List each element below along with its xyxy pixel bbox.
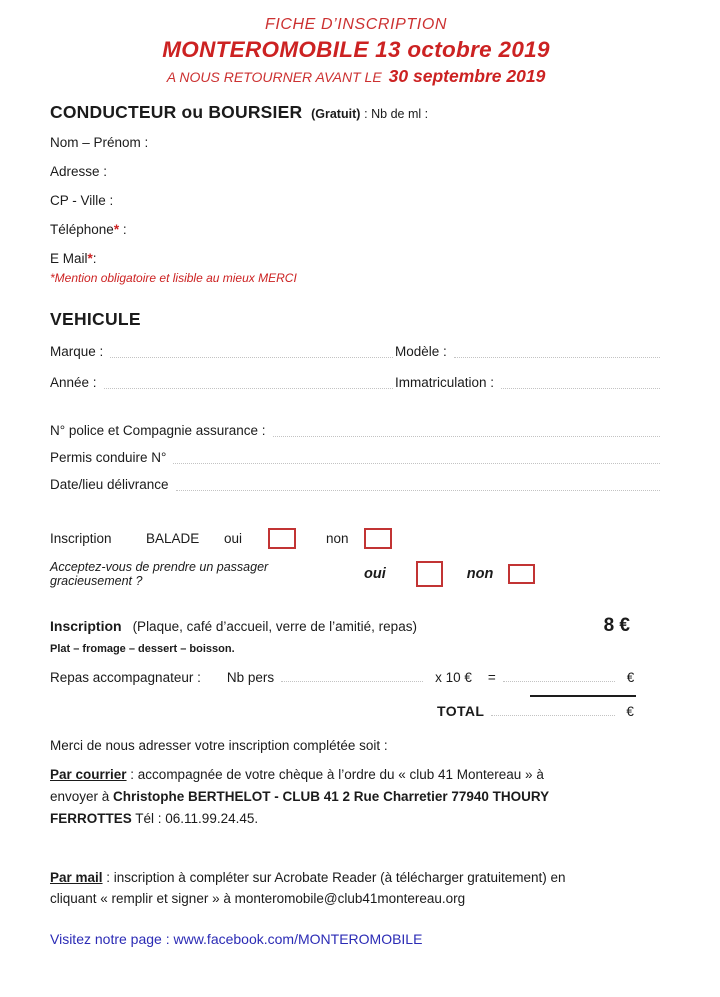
total-separator-line (530, 695, 636, 697)
conductor-heading-text: CONDUCTEUR ou BOURSIER (50, 102, 303, 122)
email-field-row (50, 249, 662, 268)
insurance-input-line[interactable] (273, 421, 660, 437)
year-label: Année : (50, 375, 97, 390)
city-field-row (50, 191, 662, 210)
phone-field-row (50, 220, 662, 239)
model-input-line[interactable] (454, 342, 660, 358)
mandatory-note: *Mention obligatoire et lisible au mieux MERCI (50, 271, 297, 285)
companion-euro-sign: € (626, 670, 635, 685)
phone-required-star: * (113, 222, 120, 237)
deadline-prefix: A NOUS RETOURNER AVANT LE (166, 69, 382, 85)
companion-meal-row (50, 670, 662, 685)
brand-model-row (50, 342, 662, 361)
email-required-star: * (87, 251, 93, 266)
companion-equals-sign: = (487, 670, 496, 685)
balade-event-label: BALADE (146, 530, 200, 546)
inscription-price-details: (Plaque, café d’accueil, verre de l’amitié, repas) (132, 619, 417, 634)
city-input-area[interactable] (113, 191, 662, 210)
balade-no-label: non (326, 530, 349, 546)
email-label-text: E Mail (50, 251, 88, 266)
phone-label-text: Téléphone (50, 222, 114, 237)
send-instructions-intro: Merci de nous adresser votre inscription complétée soit : (50, 738, 388, 753)
email-input-area[interactable] (97, 249, 662, 268)
conductor-section-heading (50, 102, 662, 123)
address-field-row (50, 162, 662, 181)
inscription-price-row (50, 615, 662, 637)
license-input-line[interactable] (173, 448, 660, 464)
phone-input-area[interactable] (127, 220, 662, 239)
inscription-price-value: 8 € (603, 615, 630, 636)
passenger-no-label: non (466, 565, 494, 582)
brand-input-line[interactable] (110, 342, 393, 358)
year-field (50, 373, 395, 392)
companion-amount-input-line[interactable] (503, 681, 615, 682)
form-title: FICHE D’INSCRIPTION (264, 16, 448, 33)
license-date-field (50, 475, 662, 494)
meal-details: Plat – fromage – dessert – boisson. (50, 643, 235, 655)
companion-nb-label: Nb pers (226, 670, 275, 685)
post-instructions (50, 764, 595, 830)
plate-field (395, 373, 662, 392)
city-label: CP - Ville : (50, 193, 114, 208)
name-input-area[interactable] (148, 133, 662, 152)
post-label: Par courrier (50, 767, 127, 782)
insurance-field (50, 421, 662, 440)
brand-field (50, 342, 395, 361)
total-label: TOTAL (437, 703, 485, 719)
post-phone: Tél : 06.11.99.24.45. (131, 810, 259, 826)
year-plate-row (50, 373, 662, 392)
email-instructions-label: Par mail (50, 869, 103, 885)
balade-inscription-label: Inscription (50, 530, 112, 546)
email-label-colon: : (92, 251, 97, 266)
license-date-label: Date/lieu délivrance (50, 477, 169, 492)
name-label: Nom – Prénom : (50, 135, 149, 150)
balade-yes-checkbox[interactable] (268, 528, 296, 549)
event-title: MONTEROMOBILE 13 octobre 2019 (162, 37, 550, 62)
passenger-question-label: Acceptez-vous de prendre un passager gracieusement ? (50, 559, 269, 588)
passenger-yes-label: oui (364, 565, 386, 582)
companion-rate-label: x 10 € (435, 670, 472, 685)
passenger-no-checkbox[interactable] (508, 564, 535, 584)
name-field-row (50, 133, 662, 152)
phone-label-colon: : (119, 222, 127, 237)
facebook-page-link[interactable]: Visitez notre page : www.facebook.com/MONTEROMOBILE (50, 931, 423, 948)
address-input-area[interactable] (107, 162, 662, 181)
inscription-price-label: Inscription (50, 618, 122, 634)
email-label (50, 249, 97, 268)
companion-nb-input-line[interactable] (281, 681, 423, 682)
balade-no-checkbox[interactable] (364, 528, 392, 549)
conductor-heading-nb-ml: : Nb de ml : (364, 107, 429, 121)
deadline-line (50, 66, 662, 87)
email-instructions-text: : inscription à compléter sur Acrobate Reader (à télécharger gratuitement) en cliquant « remplir et signer » à (50, 869, 566, 907)
balade-yes-label: oui (224, 530, 243, 546)
plate-input-line[interactable] (501, 373, 660, 389)
year-input-line[interactable] (104, 373, 393, 389)
passenger-question-row (50, 560, 662, 587)
phone-label (50, 220, 127, 239)
balade-registration-row (50, 526, 662, 550)
brand-label: Marque : (50, 344, 104, 359)
conductor-heading-gratuit: (Gratuit) (311, 107, 361, 121)
email-instructions (50, 867, 595, 911)
license-label: Permis conduire N° (50, 450, 167, 465)
post-contact: Christophe BERTHELOT - CLUB 41 2 Rue Charretier 77940 THOURY FERROTTES (50, 788, 549, 826)
address-label: Adresse : (50, 164, 108, 179)
companion-meal-label: Repas accompagnateur : (50, 670, 201, 685)
post-text: : accompagnée de votre chèque à l’ordre du « club 41 Montereau » à envoyer à (50, 767, 544, 804)
total-input-line[interactable] (491, 715, 615, 716)
vehicle-section-heading: VEHICULE (50, 309, 141, 329)
total-row (50, 703, 662, 719)
license-date-input-line[interactable] (176, 475, 660, 491)
model-field (395, 342, 662, 361)
insurance-label: N° police et Compagnie assurance : (50, 423, 266, 438)
license-field (50, 448, 662, 467)
passenger-yes-checkbox[interactable] (416, 561, 443, 587)
plate-label: Immatriculation : (395, 375, 495, 390)
model-label: Modèle : (395, 344, 447, 359)
email-address-link[interactable]: monteromobile@club41montereau.org (234, 891, 466, 907)
deadline-date: 30 septembre 2019 (388, 66, 546, 86)
total-euro-sign: € (626, 704, 634, 719)
